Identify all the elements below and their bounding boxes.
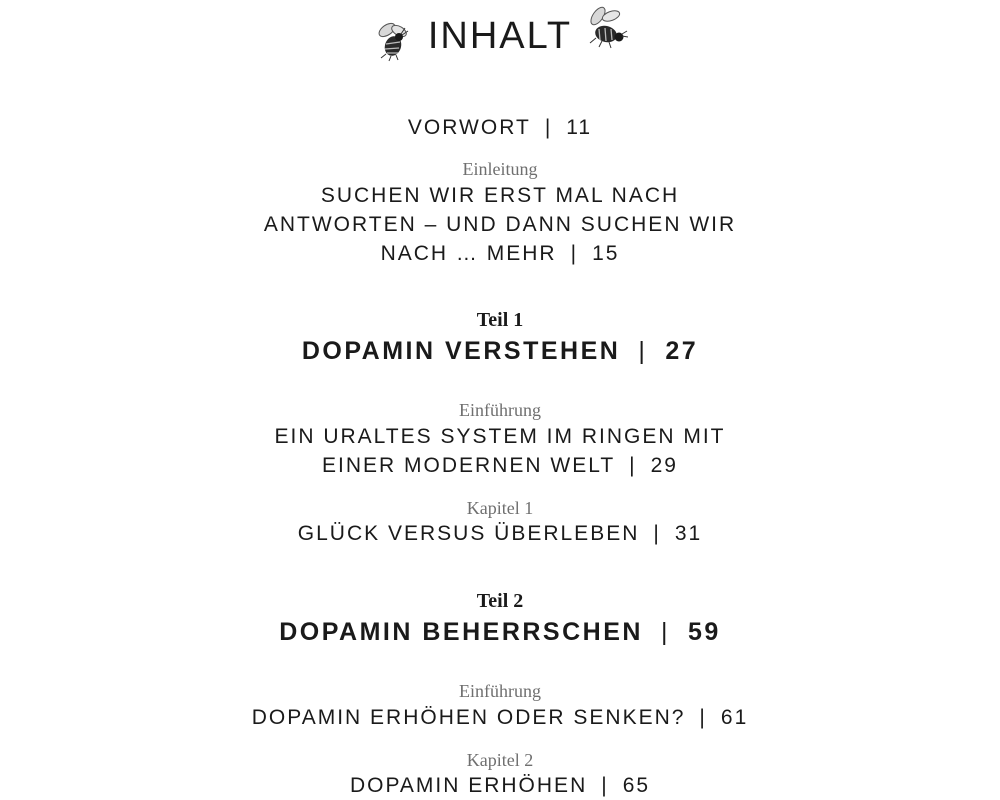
page-number: 11 xyxy=(566,116,593,139)
separator: | xyxy=(653,522,661,545)
toc-part-teil2[interactable] xyxy=(0,616,1000,648)
toc-part-teil1[interactable] xyxy=(0,335,1000,367)
page-number: 27 xyxy=(665,337,699,365)
entry-title-line: EIN URALTES SYSTEM IM RINGEN MIT xyxy=(274,425,726,448)
part-label-teil1: Teil 1 xyxy=(476,309,524,331)
entry-title-line: NACH … MEHR xyxy=(380,242,557,265)
separator: | xyxy=(629,454,637,477)
separator: | xyxy=(601,774,609,797)
entry-title-line: SUCHEN WIR ERST MAL NACH xyxy=(320,184,680,207)
entry-title: VORWORT xyxy=(407,116,531,139)
separator: | xyxy=(544,116,553,139)
toc-entry-einfuehrung-1[interactable] xyxy=(0,422,1000,480)
toc-entry-einfuehrung-2[interactable] xyxy=(0,703,1000,732)
entry-title: DOPAMIN ERHÖHEN ODER SENKEN? xyxy=(251,706,686,729)
toc-entry-kapitel1[interactable] xyxy=(0,519,1000,548)
separator: | xyxy=(699,706,707,729)
entry-label-einfuehrung: Einführung xyxy=(459,681,541,701)
entry-title: GLÜCK VERSUS ÜBERLEBEN xyxy=(297,522,640,545)
page-number: 15 xyxy=(592,242,620,265)
entry-label-einfuehrung: Einführung xyxy=(459,400,541,420)
separator: | xyxy=(638,337,648,365)
page-number: 61 xyxy=(720,706,749,729)
entry-label-kapitel1: Kapitel 1 xyxy=(466,498,534,518)
part-label-teil2: Teil 2 xyxy=(476,590,524,612)
entry-title-line: ANTWORTEN – UND DANN SUCHEN WIR xyxy=(263,213,737,236)
page-number: 65 xyxy=(622,774,651,797)
entry-label-kapitel2: Kapitel 2 xyxy=(466,750,534,770)
bee-icon xyxy=(584,4,628,50)
part-title: DOPAMIN BEHERRSCHEN xyxy=(279,618,643,646)
page-number: 59 xyxy=(687,618,721,646)
toc-title: INHALT xyxy=(427,15,573,57)
entry-title: DOPAMIN ERHÖHEN xyxy=(349,774,588,797)
part-title: DOPAMIN VERSTEHEN xyxy=(301,337,621,365)
entry-title-line: EINER MODERNEN WELT xyxy=(322,454,616,477)
toc-entry-kapitel2[interactable] xyxy=(0,771,1000,800)
separator: | xyxy=(570,242,579,265)
toc-entry-einleitung[interactable] xyxy=(0,181,1000,268)
toc-entry-vorwort[interactable] xyxy=(0,113,1000,142)
page-number: 31 xyxy=(674,522,703,545)
separator: | xyxy=(660,618,670,646)
entry-label-einleitung: Einleitung xyxy=(462,159,538,179)
page-number: 29 xyxy=(650,454,678,477)
